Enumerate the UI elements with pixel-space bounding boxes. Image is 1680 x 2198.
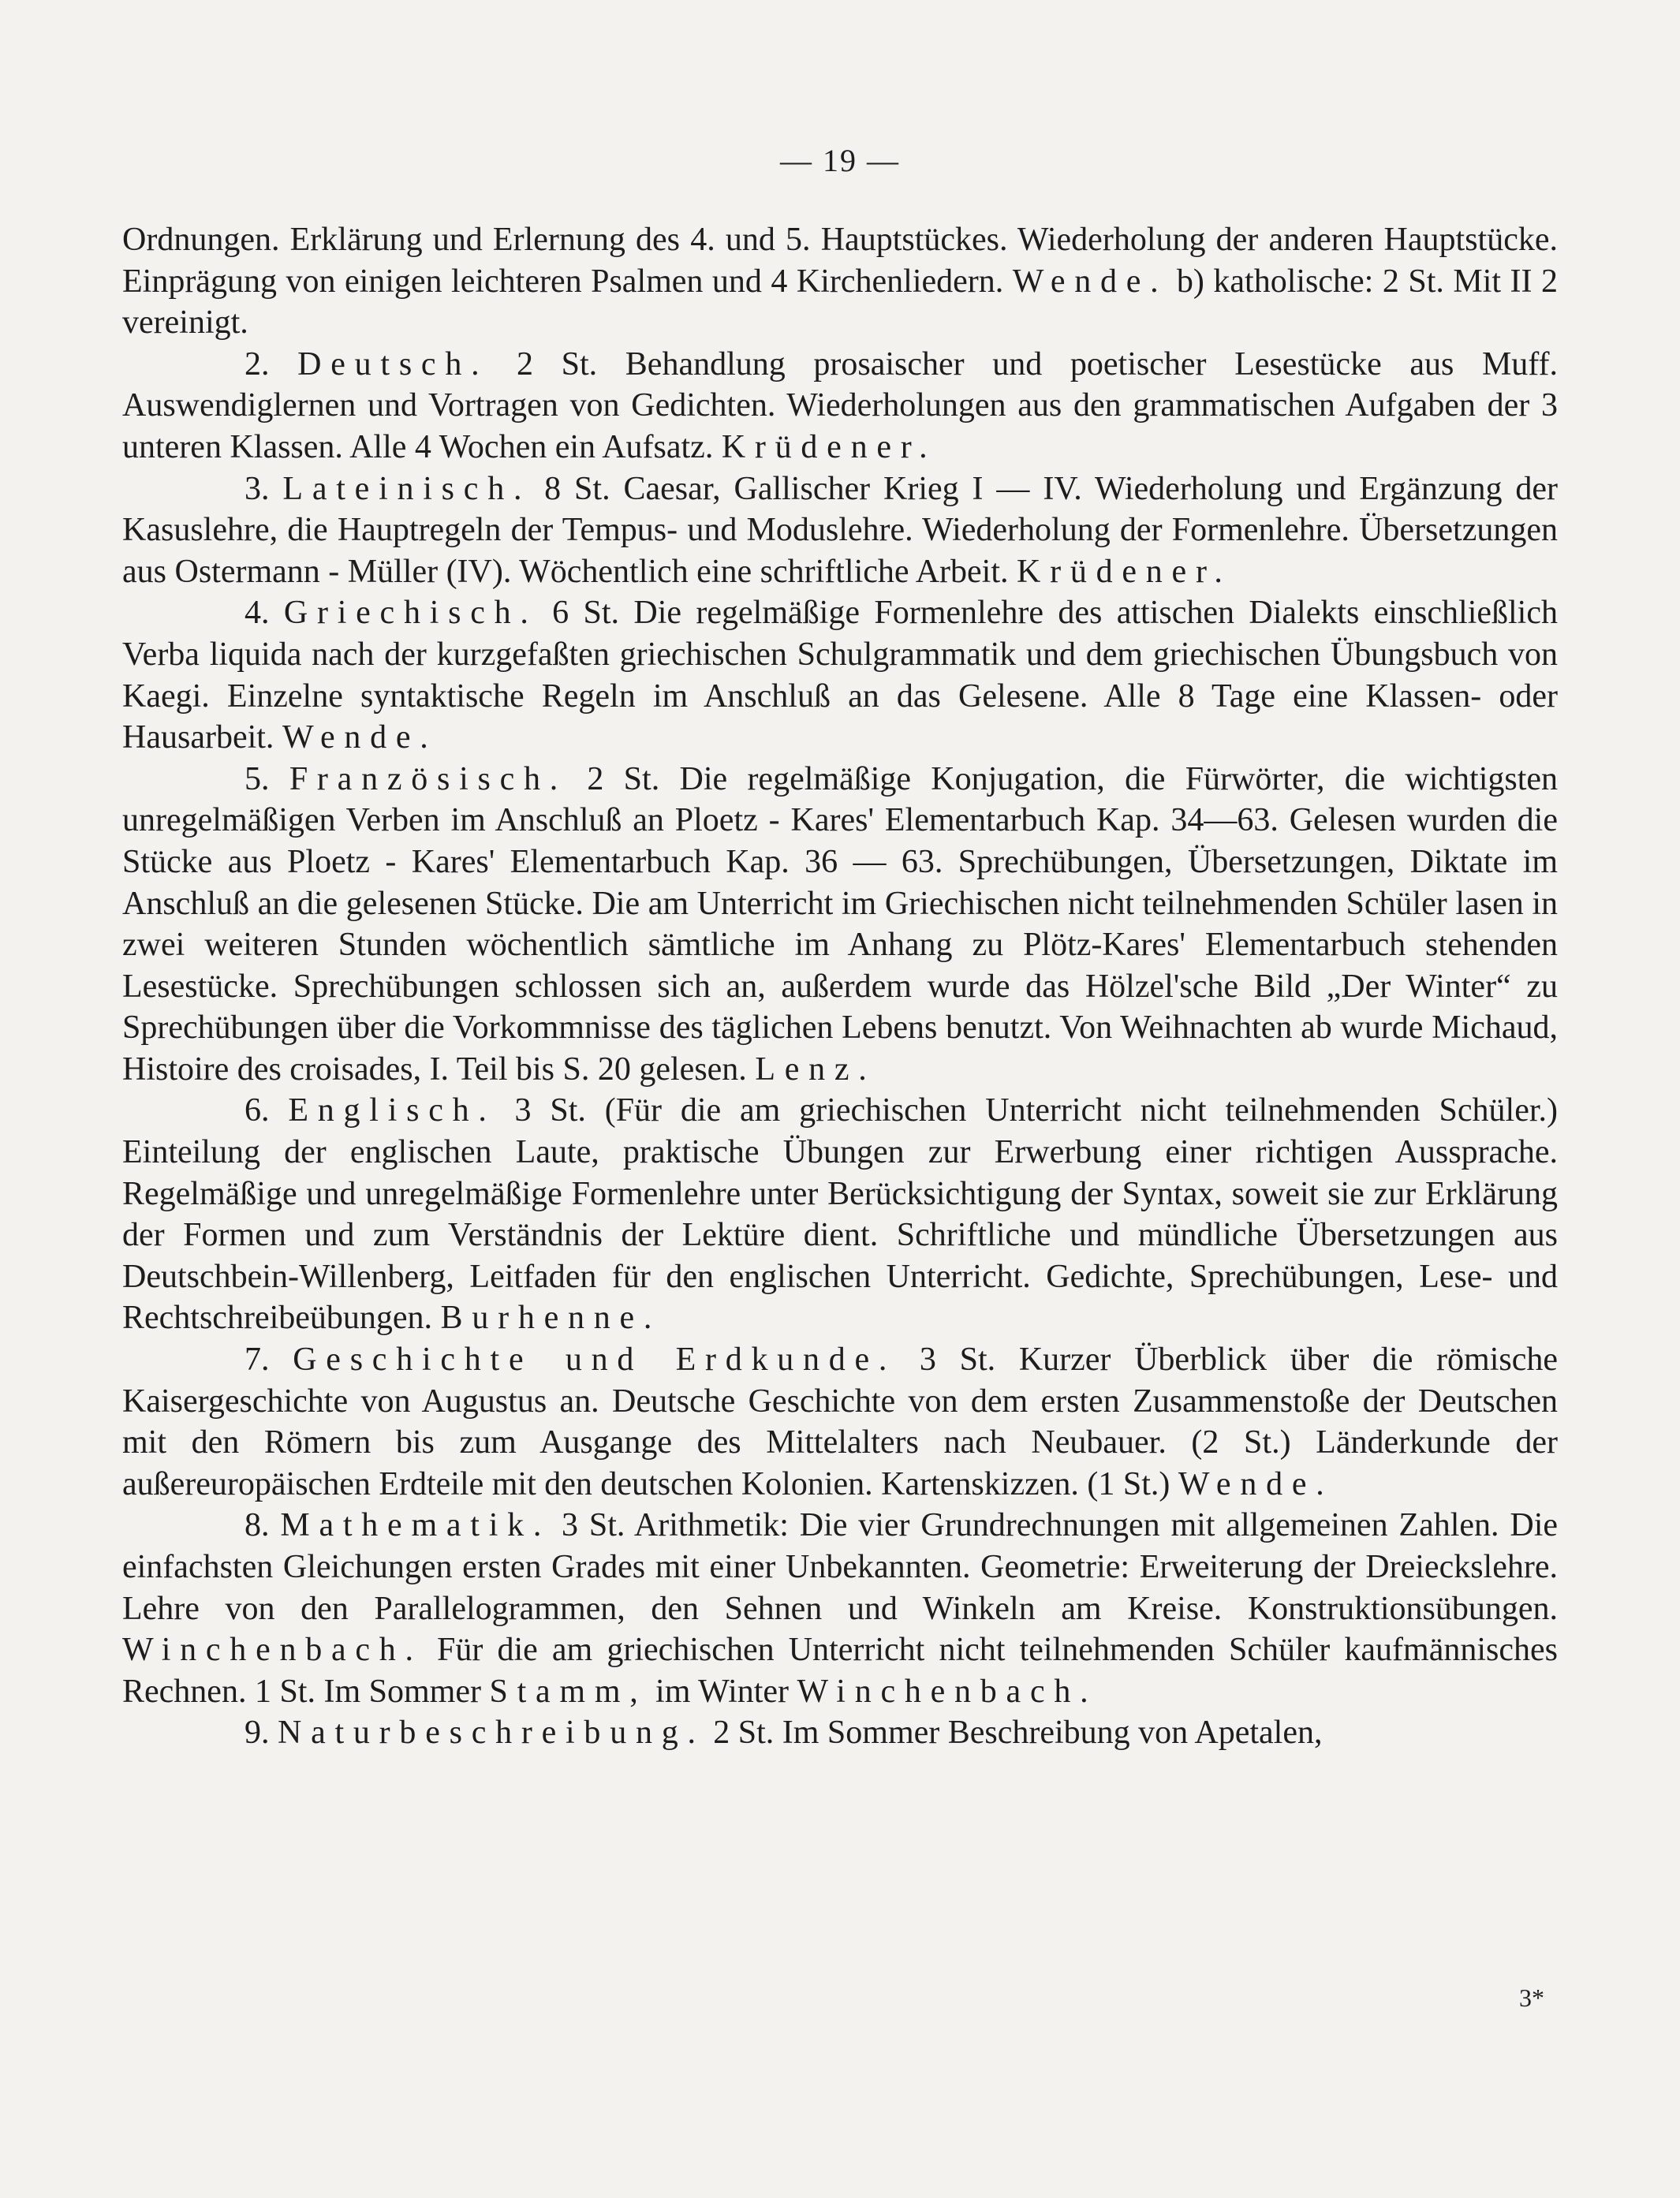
teacher-name: Wende. bbox=[1012, 263, 1168, 300]
paragraph-text: 8 St. Caesar, Gallischer Krieg I — IV. Wiederholung und Ergänzung der Kasuslehre, die Hauptregeln der Tempus- und Moduslehre. Wiederholung der Formenlehre. Übersetzungen aus Ostermann - Müller (IV). Wöchentlich eine schriftliche Arbeit. bbox=[122, 470, 1559, 590]
paragraph-naturbeschreibung bbox=[122, 1712, 1558, 1754]
paragraph-lateinisch bbox=[122, 468, 1558, 593]
paragraph-mathematik bbox=[122, 1505, 1558, 1712]
section-number: 8. bbox=[245, 1507, 270, 1544]
paragraph-text: 3 St. (Für die am griechischen Unterricht nicht teilnehmenden Schüler.) Einteilung der englischen Laute, praktische Übungen zur Erwerbung einer richtigen Aussprache. Regelmäßige und unregelmäßige Formenlehre unter Berücksichtigung der Syntax, soweit sie zur Erklärung der Formen und zum Verständnis der Lektüre dient. Schriftliche und mündliche Übersetzungen aus Deutschbein-Willenberg, Leitfaden für den englischen Unterricht. Gedichte, Sprechübungen, Lese- und Rechtschreibeübungen. bbox=[122, 1092, 1559, 1337]
paragraph-englisch bbox=[122, 1090, 1558, 1339]
teacher-name: Winchenbach. bbox=[122, 1632, 423, 1669]
teacher-name: Stamm, bbox=[489, 1673, 648, 1710]
paragraph-text: 2 St. Im Sommer Beschreibung von Apetalen, bbox=[713, 1715, 1323, 1752]
subject-heading: Lateinisch. bbox=[282, 470, 532, 507]
section-number: 9. bbox=[245, 1715, 270, 1752]
teacher-name: Burhenne. bbox=[440, 1300, 662, 1337]
body-text bbox=[122, 219, 1558, 1754]
teacher-name: Krüdener. bbox=[721, 428, 937, 465]
paragraph-text: Für die am griechischen Unterricht nicht teilnehmenden Schüler kaufmännisches Rechnen. 1 St. Im Sommer bbox=[122, 1632, 1558, 1710]
section-number: 2. bbox=[245, 345, 270, 383]
paragraph-religion-continued bbox=[122, 219, 1558, 344]
paragraph-text: b) katholische: 2 St. Mit II 2 vereinigt. bbox=[122, 263, 1558, 341]
teacher-name: Wende. bbox=[282, 719, 438, 756]
teacher-name: Krüdener. bbox=[1017, 553, 1232, 590]
signature-mark: 3* bbox=[1519, 1983, 1544, 2012]
section-number: 3. bbox=[245, 470, 270, 507]
section-number: 4. bbox=[245, 595, 270, 632]
paragraph-text: 2 St. Die regelmäßige Konjugation, die Fürwörter, die wichtigsten unregelmäßigen Verben im Anschluß an Ploetz - Kares' Elementarbuch Kap. 34—63. Gelesen wurden die Stücke aus Ploetz - Kares' Elementarbuch Kap. 36 — 63. Sprechübungen, Übersetzungen, Diktate im Anschluß an die gelesenen Stücke. Die am Unterricht im Griechischen nicht teilnehmenden Schüler lasen in zwei weiteren Stunden wöchentlich sämtliche im Anhang zu Plötz-Kares' Elementarbuch stehenden Lesestücke. Sprechübungen schlossen sich an, außerdem wurde das Hölzel'sche Bild „Der Winter“ zu Sprechübungen über die Vorkommnisse des täglichen Lebens benutzt. Von Weihnachten ab wurde Michaud, Histoire des croisades, I. Teil bis S. 20 gelesen. bbox=[122, 760, 1559, 1088]
paragraph-geschichte-erdkunde bbox=[122, 1339, 1558, 1505]
paragraph-text: im Winter bbox=[655, 1673, 790, 1710]
teacher-name: Wende. bbox=[1178, 1465, 1334, 1502]
page-number: — 19 — bbox=[780, 143, 900, 178]
teacher-name: Lenz. bbox=[755, 1050, 876, 1088]
subject-heading: Deutsch. bbox=[297, 345, 489, 383]
teacher-name: Winchenbach. bbox=[797, 1673, 1098, 1710]
subject-heading: Griechisch. bbox=[283, 595, 538, 632]
subject-heading: Mathematik. bbox=[280, 1507, 551, 1544]
paragraph-text: 6 St. Die regelmäßige Formenlehre des attischen Dialekts einschließlich Verba liquida nach der kurzgefaßten griechischen Schulgrammatik und dem griechischen Übungsbuch von Kaegi. Einzelne syntaktische Regeln im Anschluß an das Gelesene. Alle 8 Tage eine Klassen- oder Hausarbeit. bbox=[122, 595, 1558, 756]
section-number: 7. bbox=[245, 1342, 270, 1379]
paragraph-text: Ordnungen. Erklärung und Erlernung des 4. und 5. Hauptstückes. Wiederholung der anderen Hauptstücke. Einprägung von einigen leichteren Psalmen und 4 Kirchenliedern. bbox=[122, 222, 1558, 300]
paragraph-text: 3 St. Kurzer Überblick über die römische Kaisergeschichte von Augustus an. Deutsche Geschichte von dem ersten Zusammenstoße der Deutschen mit den Römern bis zum Ausgange des Mittelalters nach Neubauer. (2 St.) Länderkunde der außereuropäischen Erdteile mit den deutschen Kolonien. Kartenskizzen. (1 St.) bbox=[122, 1342, 1559, 1502]
subject-heading: Geschichte und Erdkunde. bbox=[293, 1342, 897, 1379]
subject-heading: Englisch. bbox=[288, 1092, 496, 1129]
paragraph-deutsch bbox=[122, 344, 1558, 468]
section-number: 6. bbox=[245, 1092, 270, 1129]
section-number: 5. bbox=[245, 760, 270, 797]
paragraph-franzoesisch bbox=[122, 759, 1558, 1091]
paragraph-text: 2 St. Behandlung prosaischer und poetischer Lesestücke aus Muff. Auswendiglernen und Vortragen von Gedichten. Wiederholungen aus den grammatischen Aufgaben der 3 unteren Klassen. Alle 4 Wochen ein Aufsatz. bbox=[122, 345, 1559, 465]
subject-heading: Naturbeschreibung. bbox=[278, 1715, 705, 1752]
paragraph-text: 3 St. Arithmetik: Die vier Grundrechnungen mit allgemeinen Zahlen. Die einfachsten Gleichungen ersten Grades mit einer Unbekannten. Geometrie: Erweiterung der Dreieckslehre. Lehre von den Parallelogrammen, den Sehnen und Winkeln am Kreise. Konstruktionsübungen. bbox=[122, 1507, 1559, 1627]
subject-heading: Französisch. bbox=[289, 760, 568, 797]
paragraph-griechisch bbox=[122, 592, 1558, 758]
